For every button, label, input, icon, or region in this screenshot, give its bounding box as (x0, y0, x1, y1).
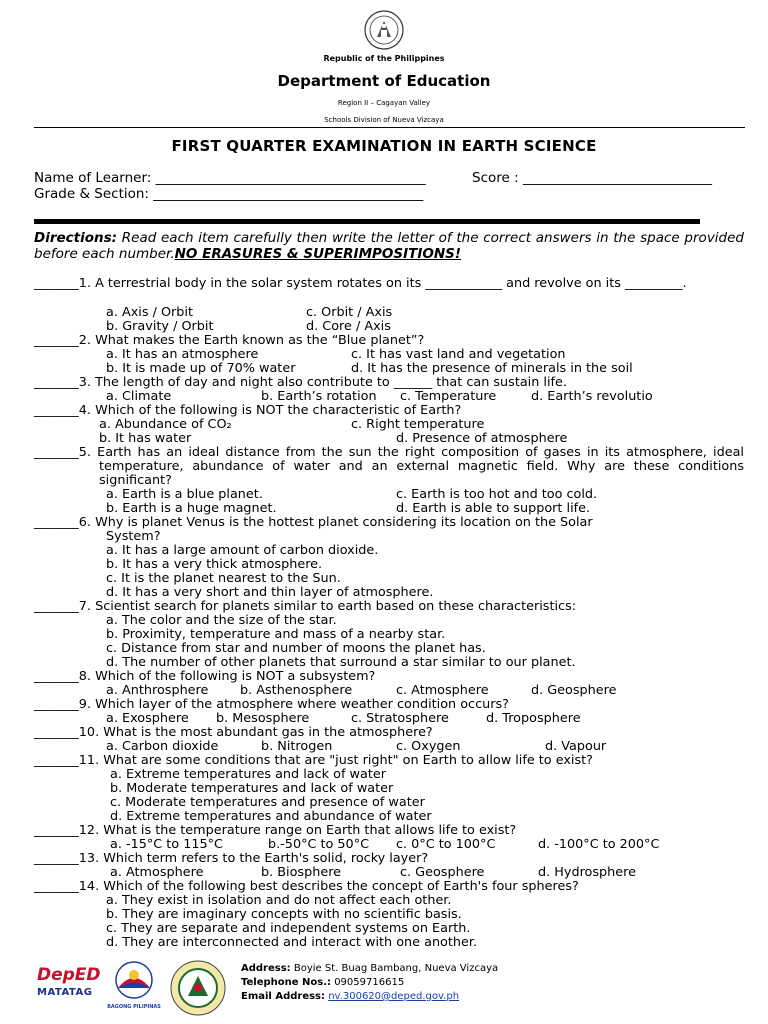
footer-phone (241, 976, 404, 990)
question-4: _______4. Which of the following is NOT the characteristic of Earth? (34, 403, 462, 418)
deped-matatag-logo (37, 964, 99, 1010)
address-value: Boyie St. Buag Bambang, Nueva Vizcaya (290, 963, 499, 974)
option: a. Extreme temperatures and lack of water (110, 767, 387, 782)
option: d. Geosphere (531, 683, 617, 698)
directions-notice: NO ERASURES & SUPERIMPOSITIONS! (174, 246, 462, 262)
option: a. It has an atmosphere (106, 347, 259, 362)
address-label: Address: (241, 963, 291, 974)
exam-title: FIRST QUARTER EXAMINATION IN EARTH SCIENCE (171, 137, 597, 155)
question-1: _______1. A terrestrial body in the solar system rotates on its ____________ and revolve on its _________. (34, 276, 687, 291)
email-label: Email Address: (241, 991, 326, 1002)
grade-section-field[interactable]: Grade & Section: ________________________________________ (34, 186, 424, 202)
option: a. Atmosphere (110, 865, 204, 880)
option: c. It has vast land and vegetation (351, 347, 566, 362)
option: b. Proximity, temperature and mass of a nearby star. (106, 627, 446, 642)
option: b. Gravity / Orbit (106, 319, 214, 334)
question-3: _______3. The length of day and night also contribute to ______ that can sustain life. (34, 375, 567, 390)
option: b. Biosphere (261, 865, 342, 880)
option: d. They are interconnected and interact with one another. (106, 935, 478, 950)
school-seal-icon (170, 960, 226, 1016)
option: d. -100°C to 200°C (538, 837, 660, 852)
phone-label: Telephone Nos.: (241, 977, 332, 988)
option: d. It has a very short and thin layer of atmosphere. (106, 585, 434, 600)
deped-seal-icon (364, 10, 404, 50)
score-field[interactable]: Score : ____________________________ (472, 170, 712, 186)
option: b. It has a very thick atmosphere. (106, 557, 323, 572)
option: d. Hydrosphere (538, 865, 637, 880)
option: d. Extreme temperatures and abundance of water (110, 809, 432, 824)
question-6: _______6. Why is planet Venus is the hottest planet considering its location on the Solar (34, 515, 593, 530)
option: b. Nitrogen (261, 739, 333, 754)
question-13: _______13. Which term refers to the Earth's solid, rocky layer? (34, 851, 429, 866)
option: c. Orbit / Axis (306, 305, 393, 320)
option: c. 0°C to 100°C (396, 837, 496, 852)
bagong-pilipinas-logo (106, 960, 162, 1012)
option: a. Abundance of CO₂ (99, 417, 232, 432)
option: d. The number of other planets that surround a star similar to our planet. (106, 655, 576, 670)
option: c. Oxygen (396, 739, 461, 754)
directions-text: Read each item carefully then write the letter of the correct answers in the space provided before each number. (34, 230, 744, 262)
option: a. They exist in isolation and do not affect each other. (106, 893, 452, 908)
option: a. It has a large amount of carbon dioxide. (106, 543, 379, 558)
question-10: _______10. What is the most abundant gas in the atmosphere? (34, 725, 433, 740)
option: c. Right temperature (351, 417, 485, 432)
option: d. Vapour (545, 739, 607, 754)
directions-label: Directions: (34, 230, 118, 246)
question-8: _______8. Which of the following is NOT a subsystem? (34, 669, 376, 684)
option: b. Earth is a huge magnet. (106, 501, 277, 516)
option: c. It is the planet nearest to the Sun. (106, 571, 341, 586)
department-name: Department of Education (277, 72, 491, 90)
option: b. It is made up of 70% water (106, 361, 296, 376)
option: c. Stratosphere (351, 711, 449, 726)
question-14: _______14. Which of the following best describes the concept of Earth's four spheres? (34, 879, 579, 894)
option: d. Core / Axis (306, 319, 391, 334)
option: c. Geosphere (400, 865, 485, 880)
republic-label: Republic of the Philippines (323, 54, 445, 63)
question-12: _______12. What is the temperature range on Earth that allows life to exist? (34, 823, 517, 838)
footer-email (241, 990, 459, 1004)
footer-address (241, 962, 498, 976)
option: b. Earth’s rotation (261, 389, 377, 404)
option: d. Earth is able to support life. (396, 501, 591, 516)
learner-name-field[interactable]: Name of Learner: ________________________________________ (34, 170, 426, 186)
option: b. Moderate temperatures and lack of water (110, 781, 394, 796)
bagong-pilipinas-text: BAGONG PILIPINAS (107, 1004, 161, 1010)
phone-value: 09059716615 (331, 977, 405, 988)
option: d. Presence of atmosphere (396, 431, 568, 446)
option: a. The color and the size of the star. (106, 613, 337, 628)
option: a. Exosphere (106, 711, 189, 726)
question-7: _______7. Scientist search for planets similar to earth based on these characteristics: (34, 599, 577, 614)
option: b. Asthenosphere (240, 683, 353, 698)
region-label: Region II – Cagayan Valley (337, 99, 431, 107)
email-link[interactable]: nv.300620@deped.gov.ph (328, 991, 460, 1002)
header-divider (34, 127, 745, 128)
question-9: _______9. Which layer of the atmosphere where weather condition occurs? (34, 697, 509, 712)
directions (34, 230, 744, 262)
section-divider (34, 219, 700, 224)
option: c. Moderate temperatures and presence of water (110, 795, 425, 810)
option: d. It has the presence of minerals in the soil (351, 361, 633, 376)
option: a. Earth is a blue planet. (106, 487, 263, 502)
option: b.-50°C to 50°C (268, 837, 370, 852)
option: a. Climate (106, 389, 172, 404)
question-6-continued: System? (106, 529, 161, 544)
division-label: Schools Division of Nueva Vizcaya (324, 116, 444, 124)
option: c. Distance from star and number of moons the planet has. (106, 641, 486, 656)
option: c. Earth is too hot and too cold. (396, 487, 598, 502)
option: a. Axis / Orbit (106, 305, 194, 320)
question-2: _______2. What makes the Earth known as the “Blue planet”? (34, 333, 425, 348)
option: c. Atmosphere (396, 683, 489, 698)
option: a. -15°C to 115°C (110, 837, 223, 852)
option: b. They are imaginary concepts with no scientific basis. (106, 907, 462, 922)
option: b. It has water (99, 431, 192, 446)
question-5: _______5. Earth has an ideal distance from the sun the right composition of gases in its atmosphere, ideal temperature, abundance of water and an external magnetic field. Why are these conditions significant? (34, 445, 744, 488)
option: a. Anthrosphere (106, 683, 209, 698)
bagong-pilipinas-emblem-icon (106, 960, 162, 1000)
option: b. Mesosphere (216, 711, 310, 726)
matatag-logo-text: MATATAG (37, 987, 93, 998)
option: c. They are separate and independent systems on Earth. (106, 921, 471, 936)
option: a. Carbon dioxide (106, 739, 219, 754)
option: d. Troposphere (486, 711, 581, 726)
option: c. Temperature (400, 389, 497, 404)
option: d. Earth’s revolutio (531, 389, 653, 404)
deped-logo-text: DepED (37, 965, 101, 985)
question-11: _______11. What are some conditions that are "just right" on Earth to allow life to exist? (34, 753, 593, 768)
